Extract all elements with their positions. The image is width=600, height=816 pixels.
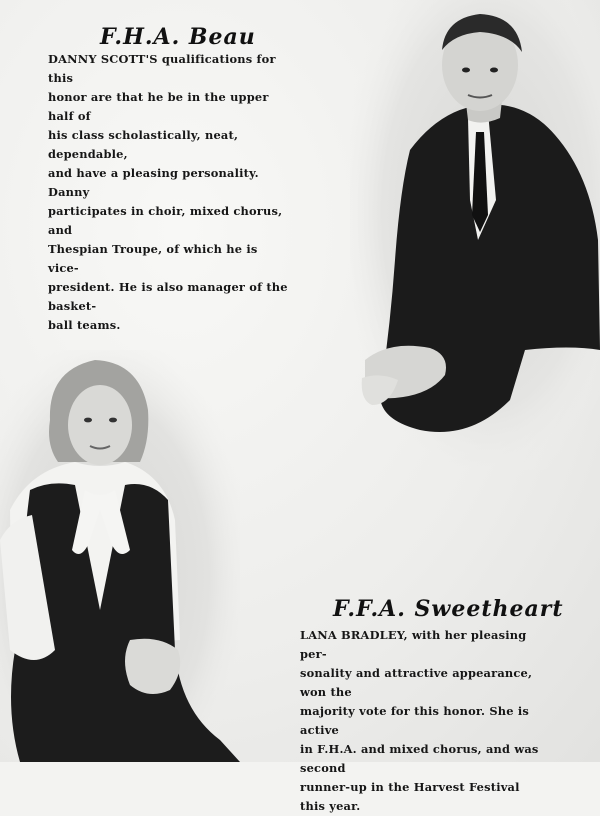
sweetheart-portrait [0, 350, 240, 762]
sweetheart-paragraph [300, 626, 540, 816]
beau-paragraph [48, 50, 288, 335]
beau-line: DANNY SCOTT'S qualifications for this [48, 52, 276, 85]
beau-line: honor are that he be in the upper half of [48, 90, 269, 123]
beau-line: ball teams. [48, 318, 121, 332]
sweetheart-line: in F.H.A. and mixed chorus, and was second [300, 742, 539, 775]
beau-line: participates in choir, mixed chorus, and [48, 204, 283, 237]
sweetheart-line: runner-up in the Harvest Festival this year. [300, 780, 520, 813]
sweetheart-line: LANA BRADLEY, with her pleasing per- [300, 628, 527, 661]
beau-line: Thespian Troupe, of which he is vice- [48, 242, 258, 275]
sweetheart-heading: F.F.A. Sweetheart [333, 596, 564, 622]
sweetheart-line: majority vote for this honor. She is active [300, 704, 530, 737]
beau-line: and have a pleasing personality. Danny [48, 166, 259, 199]
beau-heading: F.H.A. Beau [100, 24, 256, 50]
beau-line: president. He is also manager of the basket- [48, 280, 288, 313]
beau-line: his class scholastically, neat, dependable, [48, 128, 239, 161]
beau-portrait [350, 0, 600, 470]
sweetheart-line: sonality and attractive appearance, won the [300, 666, 533, 699]
